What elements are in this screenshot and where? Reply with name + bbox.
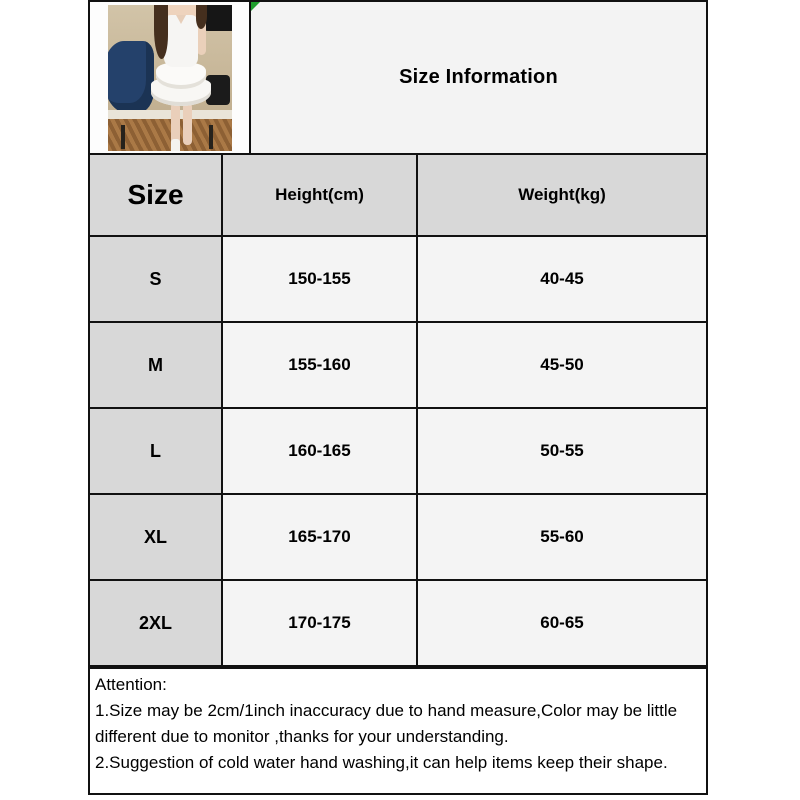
column-header-weight: Weight(kg) [418, 155, 706, 235]
attention-item-2: 2.Suggestion of cold water hand washing,it can help items keep their shape. [95, 753, 668, 772]
column-header-height: Height(cm) [223, 155, 416, 235]
height-value: 155-160 [223, 323, 416, 407]
column-header-size: Size [90, 155, 221, 235]
attention-item-1: 1.Size may be 2cm/1inch inaccuracy due to hand measure,Color may be little different due to monitor ,thanks for your understanding. [95, 701, 678, 746]
row-label-xl: XL [90, 495, 221, 579]
height-value: 170-175 [223, 581, 416, 665]
bench-leg-shape [121, 125, 125, 149]
product-photo-cell [90, 2, 251, 153]
page-title: Size Information [399, 66, 558, 88]
weight-value: 45-50 [418, 323, 706, 407]
vneck-shape [176, 15, 186, 24]
size-information-cell [251, 2, 706, 153]
attention-title: Attention: [95, 675, 167, 694]
model-leg-shape [183, 103, 192, 145]
wood-floor-shape [108, 119, 232, 151]
row-label-l: L [90, 409, 221, 493]
attention-box [88, 667, 708, 795]
product-photo [108, 5, 232, 151]
height-value: 160-165 [223, 409, 416, 493]
bench-leg-shape [209, 125, 213, 149]
white-sock-shape [171, 139, 180, 151]
row-label-s: S [90, 237, 221, 321]
green-corner-marker-icon [251, 2, 260, 11]
size-table [88, 155, 708, 667]
height-value: 165-170 [223, 495, 416, 579]
weight-value: 50-55 [418, 409, 706, 493]
model-hair-shape [154, 5, 168, 59]
weight-value: 40-45 [418, 237, 706, 321]
height-value: 150-155 [223, 237, 416, 321]
weight-value: 55-60 [418, 495, 706, 579]
header-row [88, 0, 708, 155]
weight-value: 60-65 [418, 581, 706, 665]
row-label-m: M [90, 323, 221, 407]
size-chart-sheet [88, 0, 708, 795]
row-label-2xl: 2XL [90, 581, 221, 665]
denim-jacket-shape [108, 41, 154, 113]
